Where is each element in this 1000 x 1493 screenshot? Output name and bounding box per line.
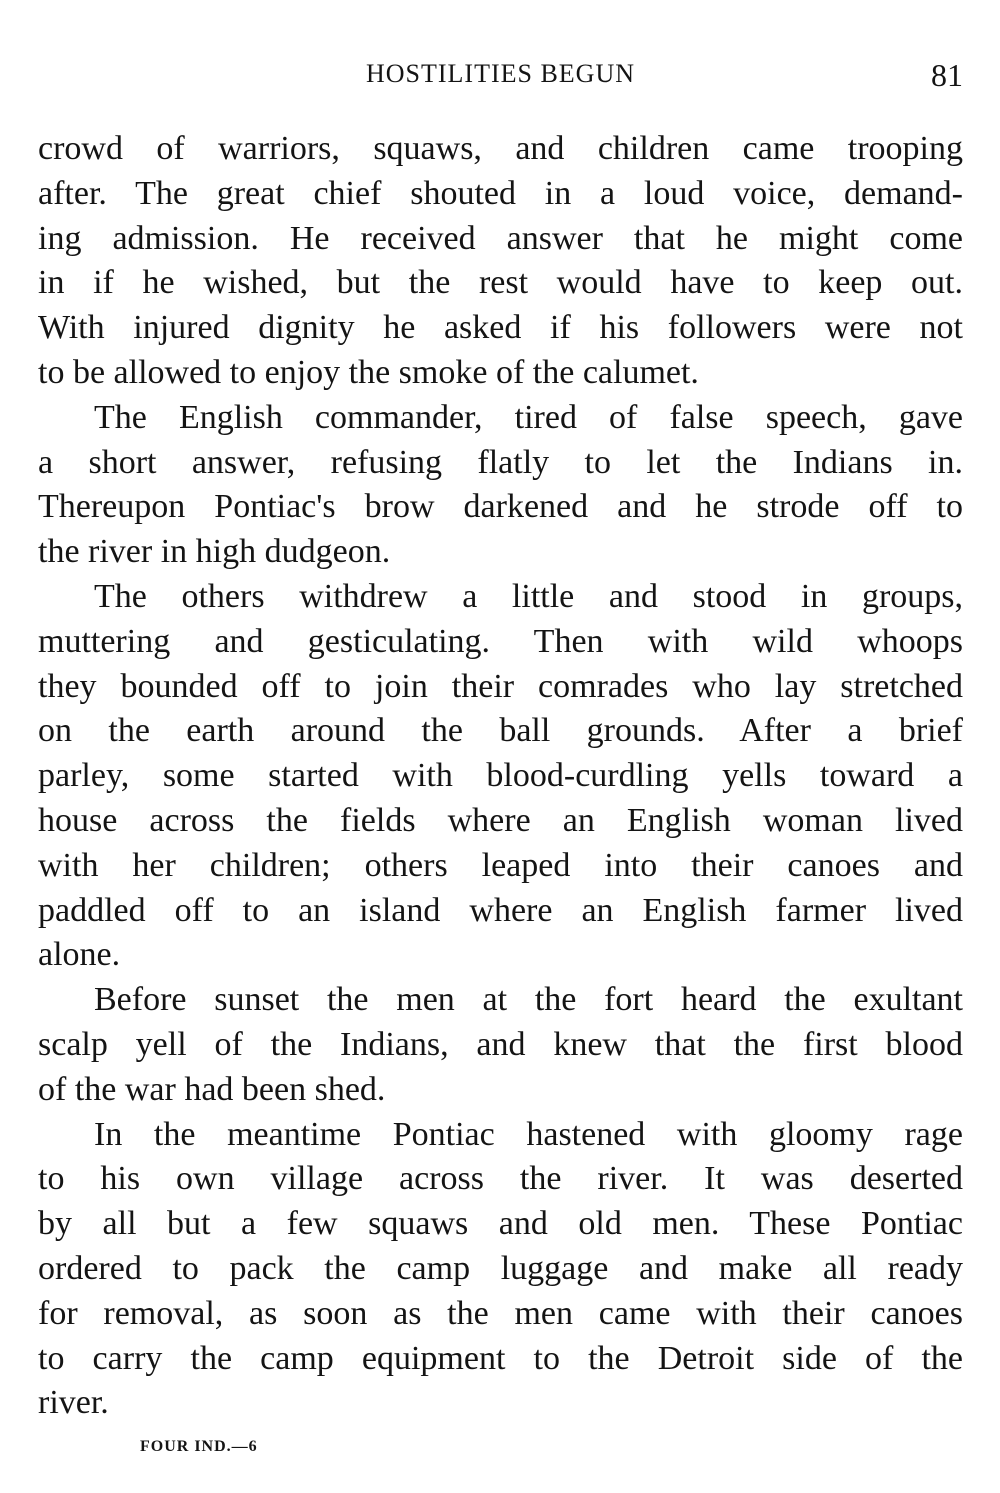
text-line: on the earth around the ball grounds. After a brief — [38, 712, 963, 750]
text-line: paddled off to an island where an English farmer lived — [38, 891, 963, 929]
text-line: Thereupon Pontiac's brow darkened and he strode off to — [38, 488, 963, 526]
text-line: for removal, as soon as the men came with their canoes — [38, 1294, 963, 1332]
paragraph-5 — [38, 1113, 963, 1427]
text-line: the river in high dudgeon. — [38, 533, 391, 571]
text-line: The English commander, tired of false speech, gave — [94, 398, 963, 436]
page-number: 81 — [931, 57, 963, 93]
text-line: to be allowed to enjoy the smoke of the calumet. — [38, 353, 699, 391]
paragraph-4 — [38, 978, 963, 1112]
text-line: river. — [38, 1384, 109, 1422]
printer-signature: FOUR IND.—6 — [140, 1438, 258, 1455]
text-line: of the war had been shed. — [38, 1070, 386, 1108]
text-line: to his own village across the river. It was deserted — [38, 1160, 963, 1198]
body-text — [38, 127, 963, 1426]
text-line: ing admission. He received answer that he might come — [38, 219, 963, 257]
text-line: The others withdrew a little and stood in groups, — [94, 577, 963, 615]
text-line: Before sunset the men at the fort heard the exultant — [94, 981, 963, 1019]
paragraph-3 — [38, 575, 963, 978]
text-line: In the meantime Pontiac hastened with gloomy rage — [94, 1115, 963, 1153]
chapter-title: HOSTILITIES BEGUN — [365, 59, 636, 88]
paragraph-2 — [38, 396, 963, 575]
text-line: With injured dignity he asked if his followers were not — [38, 309, 963, 347]
text-line: after. The great chief shouted in a loud voice, demand- — [38, 174, 963, 212]
text-line: in if he wished, but the rest would have to keep out. — [38, 264, 963, 302]
text-line: parley, some started with blood-curdling yells toward a — [38, 757, 963, 795]
running-head — [38, 56, 963, 96]
text-line: by all but a few squaws and old men. These Pontiac — [38, 1205, 963, 1243]
text-line: crowd of warriors, squaws, and children came trooping — [38, 130, 963, 167]
text-line: a short answer, refusing flatly to let the Indians in. — [38, 443, 963, 481]
paragraph-1 — [38, 127, 963, 396]
text-line: to carry the camp equipment to the Detroit side of the — [38, 1339, 963, 1377]
text-line: house across the fields where an English woman lived — [38, 801, 963, 839]
text-line: with her children; others leaped into their canoes and — [38, 846, 963, 884]
text-line: they bounded off to join their comrades who lay stretched — [38, 667, 963, 705]
text-line: muttering and gesticulating. Then with wild whoops — [38, 622, 963, 660]
text-line: alone. — [38, 936, 121, 974]
text-line: scalp yell of the Indians, and knew that the first blood — [38, 1025, 963, 1063]
text-line: ordered to pack the camp luggage and make all ready — [38, 1249, 963, 1287]
